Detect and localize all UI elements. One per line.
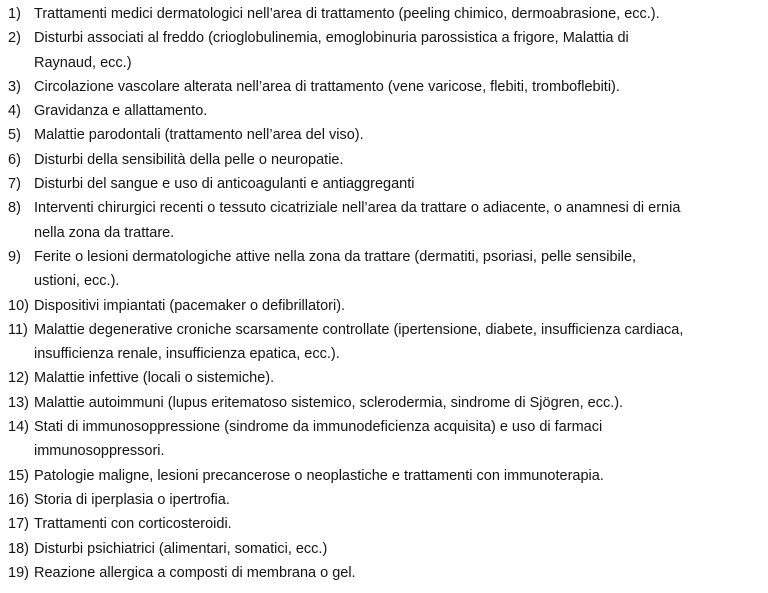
list-item	[8, 99, 764, 123]
item-text	[34, 366, 764, 390]
item-text	[34, 512, 764, 536]
item-line: Malattie degenerative croniche scarsamente controllate (ipertensione, diabete, insufficienza cardiaca,	[34, 321, 684, 338]
list-item	[8, 537, 764, 561]
item-number: 19)	[8, 564, 29, 581]
item-text	[34, 123, 764, 147]
item-number: 12)	[8, 370, 29, 387]
item-text	[34, 99, 764, 123]
item-number: 14)	[8, 419, 29, 436]
item-text	[34, 488, 764, 512]
item-number: 16)	[8, 491, 29, 508]
item-line: Storia di iperplasia o ipertrofia.	[34, 491, 230, 508]
item-text	[34, 148, 764, 172]
contraindications-list	[8, 2, 764, 585]
item-line: ustioni, ecc.).	[34, 273, 120, 290]
list-item	[8, 488, 764, 512]
item-line: immunosoppressori.	[34, 443, 165, 460]
item-text	[34, 245, 764, 294]
item-number: 1)	[8, 6, 21, 22]
item-number: 7)	[8, 176, 21, 193]
item-line: Disturbi della sensibilità della pelle o neuropatie.	[34, 151, 344, 168]
item-number: 17)	[8, 516, 29, 533]
item-line: nella zona da trattare.	[34, 224, 175, 241]
item-line: Circolazione vascolare alterata nell’area di trattamento (vene varicose, flebiti, tromboflebiti).	[34, 78, 620, 95]
list-item	[8, 245, 764, 294]
list-item	[8, 26, 764, 75]
item-line: Gravidanza e allattamento.	[34, 103, 208, 120]
item-text	[34, 318, 764, 367]
item-text	[34, 75, 764, 99]
item-line: Disturbi del sangue e uso di anticoagulanti e antiaggreganti	[34, 176, 415, 193]
item-line: Reazione allergica a composti di membrana o gel.	[34, 564, 356, 581]
item-line: Ferite o lesioni dermatologiche attive nella zona da trattare (dermatiti, psoriasi, pelle sensibile,	[34, 248, 637, 265]
list-item	[8, 366, 764, 390]
item-number: 9)	[8, 248, 21, 265]
list-item	[8, 294, 764, 318]
item-line: Malattie parodontali (trattamento nell’area del viso).	[34, 127, 364, 144]
item-number: 15)	[8, 467, 29, 484]
item-text	[34, 391, 764, 415]
item-text	[34, 172, 764, 196]
item-line: insufficienza renale, insufficienza epatica, ecc.).	[34, 346, 340, 363]
item-line: Malattie infettive (locali o sistemiche).	[34, 370, 275, 387]
list-item	[8, 148, 764, 172]
item-line: Dispositivi impiantati (pacemaker o defibrillatori).	[34, 297, 346, 314]
list-item	[8, 123, 764, 147]
item-text	[34, 415, 764, 464]
list-item	[8, 391, 764, 415]
list-item	[8, 318, 764, 367]
item-number: 3)	[8, 78, 21, 95]
item-line: Trattamenti con corticosteroidi.	[34, 516, 232, 533]
item-line: Trattamenti medici dermatologici nell’area di trattamento (peeling chimico, dermoabrasione, ecc.).	[34, 6, 660, 22]
list-item	[8, 196, 764, 245]
item-number: 2)	[8, 30, 21, 47]
item-text	[34, 464, 764, 488]
item-number: 18)	[8, 540, 29, 557]
item-line: Raynaud, ecc.)	[34, 54, 132, 71]
item-line: Stati di immunosoppressione (sindrome da immunodeficienza acquisita) e uso di farmaci	[34, 419, 603, 436]
item-text	[34, 2, 764, 26]
item-number: 10)	[8, 297, 29, 314]
item-number: 13)	[8, 394, 29, 411]
item-number: 11)	[8, 321, 28, 338]
item-text	[34, 26, 764, 75]
item-number: 6)	[8, 151, 21, 168]
item-number: 4)	[8, 103, 21, 120]
item-line: Interventi chirurgici recenti o tessuto cicatriziale nell’area da trattare o adiacente, o anamnesi di ernia	[34, 200, 681, 217]
item-line: Disturbi psichiatrici (alimentari, somatici, ecc.)	[34, 540, 328, 557]
item-number: 8)	[8, 200, 21, 217]
item-text	[34, 196, 764, 245]
list-item	[8, 561, 764, 585]
item-text	[34, 537, 764, 561]
item-line: Patologie maligne, lesioni precancerose o neoplastiche e trattamenti con immunoterapia.	[34, 467, 604, 484]
item-text	[34, 294, 764, 318]
list-item	[8, 172, 764, 196]
item-text	[34, 561, 764, 585]
list-item	[8, 464, 764, 488]
item-number: 5)	[8, 127, 21, 144]
list-item	[8, 415, 764, 464]
list-item	[8, 2, 764, 26]
list-item	[8, 75, 764, 99]
item-line: Disturbi associati al freddo (crioglobulinemia, emoglobinuria parossistica a frigore, Malattia di	[34, 30, 629, 47]
item-line: Malattie autoimmuni (lupus eritematoso sistemico, sclerodermia, sindrome di Sjögren, ecc.).	[34, 394, 624, 411]
list-item	[8, 512, 764, 536]
